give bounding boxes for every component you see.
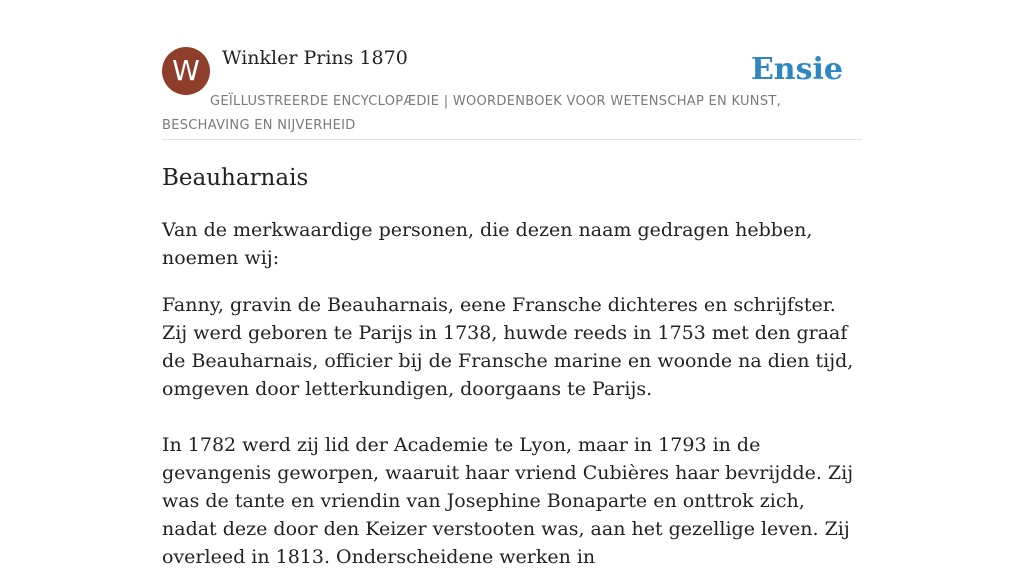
page-title: Beauharnais bbox=[162, 165, 309, 191]
brand-logo[interactable]: Ensie bbox=[750, 52, 843, 87]
article bbox=[162, 162, 864, 571]
article-paragraph: Fanny, gravin de Beauharnais, eene Fransche dichteres en schrijfster. Zij werd geboren te Parijs in 1738, huwde reeds in 1753 met den graaf de Beauharnais, officier bij de Fransche marine en woonde na dien tijd, omgeven door letterkundigen, doorgaans te Parijs. bbox=[162, 294, 854, 400]
avatar[interactable]: W bbox=[162, 47, 210, 95]
source-subtitle: GEÏLLUSTREERDE ENCYCLOPÆDIE | WOORDENBOEK VOOR WETENSCHAP EN KUNST, BESCHAVING EN NIJVERHEID bbox=[162, 94, 782, 133]
source-title[interactable]: Winkler Prins 1870 bbox=[222, 47, 408, 69]
article-paragraph: In 1782 werd zij lid der Academie te Lyon, maar in 1793 in de gevangenis geworpen, waaruit haar vriend Cubières haar bevrijdde. Zij was de tante en vriendin van Josephine Bonaparte en onttrok zich, nadat deze door den Keizer verstooten was, aan het gezellige leven. Zij overleed in 1813. Onderscheidene werken in bbox=[162, 434, 854, 568]
header bbox=[162, 46, 862, 140]
article-intro: Van de merkwaardige personen, die dezen naam gedragen hebben, noemen wij: bbox=[162, 219, 813, 269]
